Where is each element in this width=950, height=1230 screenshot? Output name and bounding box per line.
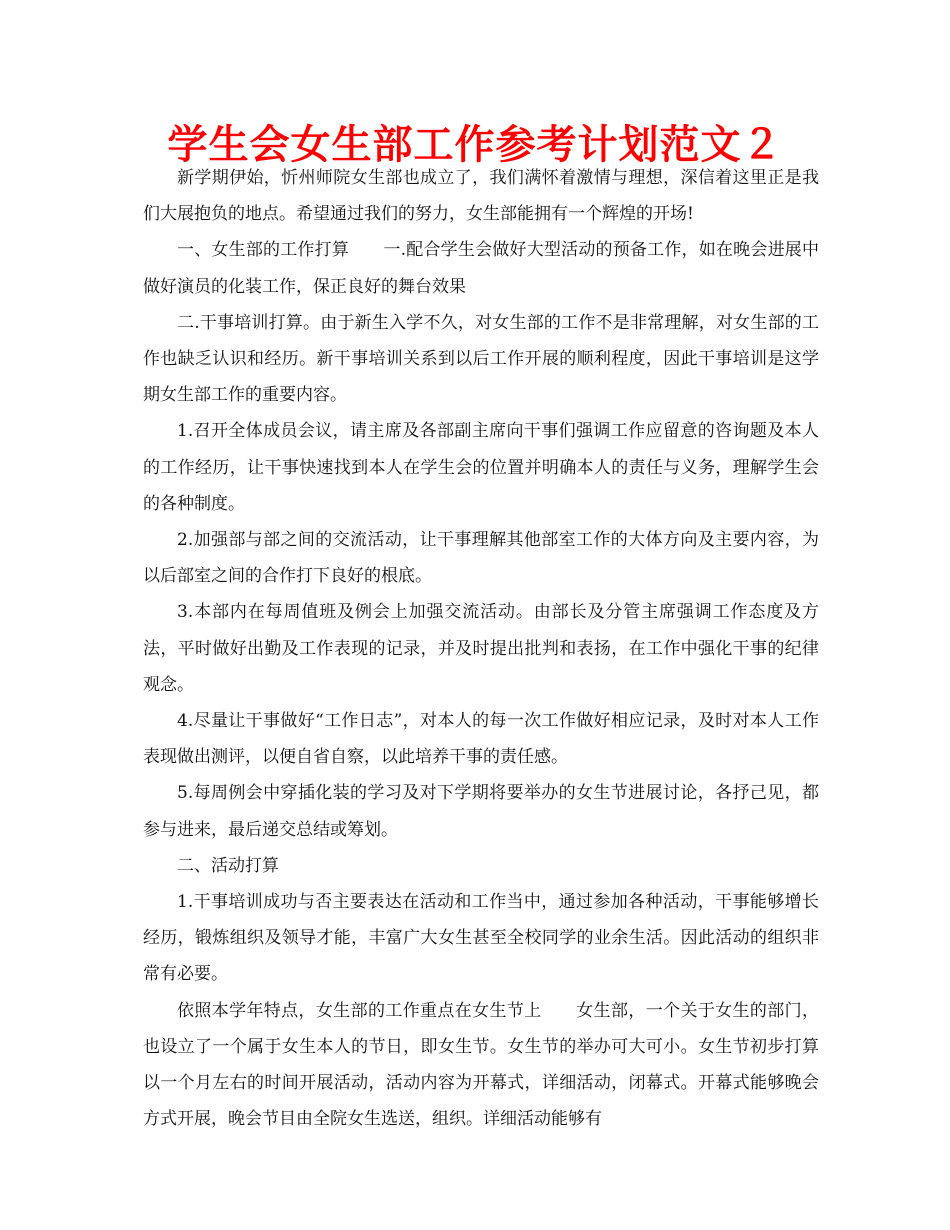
paragraph: 5.每周例会中穿插化装的学习及对下学期将要举办的女生节进展讨论，各抒己见，都参与进来，最后递交总结或筹划。 [143, 783, 819, 840]
paragraph: 新学期伊始，忻州师院女生部也成立了，我们满怀着激情与理想，深信着这里正是我们大展抱负的地点。希望通过我们的努力，女生部能拥有一个辉煌的开场! [143, 168, 819, 225]
paragraph: 3.本部内在每周值班及例会上加强交流活动。由部长及分管主席强调工作态度及方法，平时做好出勤及工作表现的记录，并及时提出批判和表扬，在工作中强化干事的纪律观念。 [143, 602, 819, 695]
paragraph: 1.干事培训成功与否主要表达在活动和工作当中，通过参加各种活动，干事能够增长经历，锻炼组织及领导才能，丰富广大女生甚至全校同学的业余生活。因此活动的组织非常有必要。 [143, 892, 819, 985]
section-heading: 二、活动打算 [177, 855, 279, 876]
paragraph: 1.召开全体成员会议，请主席及各部副主席向干事们强调工作应留意的咨询题及本人的工作经历，让干事快速找到本人在学生会的位置并明确本人的责任与义务，理解学生会的各种制度。 [143, 421, 819, 514]
document-title: 学生会女生部工作参考计划范文２ [167, 122, 783, 168]
paragraph: 2.加强部与部之间的交流活动，让干事理解其他部室工作的大体方向及主要内容，为以后部室之间的合作打下良好的根底。 [143, 530, 819, 587]
paragraph: 一、女生部的工作打算 一.配合学生会做好大型活动的预备工作，如在晚会进展中做好演员的化装工作，保正良好的舞台效果 [143, 240, 819, 297]
paragraph: 二.干事培训打算。由于新生入学不久，对女生部的工作不是非常理解，对女生部的工作也缺乏认识和经历。新干事培训关系到以后工作开展的顺利程度，因此干事培训是这学期女生部工作的重要内容。 [143, 312, 819, 406]
paragraph: 依照本学年特点，女生部的工作重点在女生节上 女生部，一个关于女生的部门，也设立了一个属于女生本人的节日，即女生节。女生节的举办可大可小。女生节初步打算以一个月左右的时间开展活动，活动内容为开幕式，详细活动，闭幕式。开幕式能够晚会方式开展，晚会节目由全院女生选送，组织。详细活动能够有 [143, 1000, 819, 1130]
paragraph: 4.尽量让干事做好“工作日志”，对本人的每一次工作做好相应记录，及时对本人工作表现做出测评，以便自省自察，以此培养干事的责任感。 [143, 711, 819, 768]
document-body [143, 160, 819, 1137]
